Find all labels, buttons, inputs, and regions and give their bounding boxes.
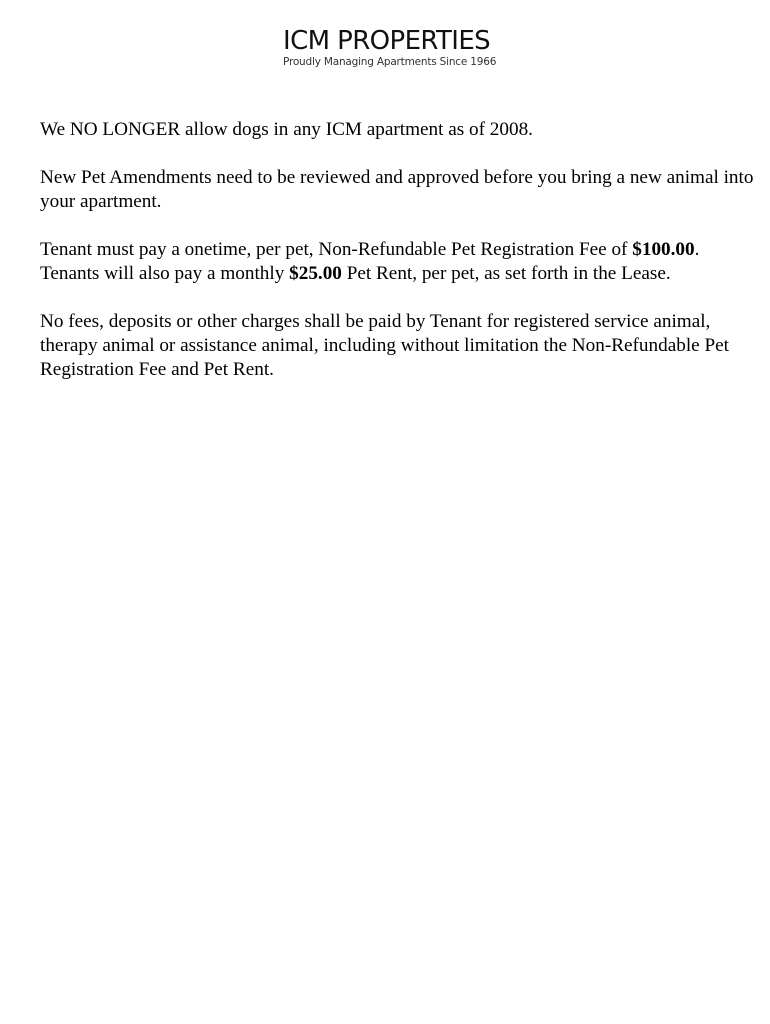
fees-paragraph bbox=[40, 238, 755, 286]
company-name: ICM PROPERTIES bbox=[283, 26, 491, 56]
registration-fee-amount: $100.00 bbox=[632, 239, 695, 260]
pet-rent-amount: $25.00 bbox=[289, 263, 342, 284]
company-tagline: Proudly Managing Apartments Since 1966 bbox=[283, 56, 497, 68]
pet-rent-end: Pet Rent, per pet, as set forth in the Lease. bbox=[341, 263, 671, 284]
registration-fee-text: Tenant must pay a onetime, per pet, Non-Refundable Pet Registration Fee of bbox=[40, 239, 633, 260]
registration-fee-end: . bbox=[694, 239, 700, 260]
amendments-paragraph: New Pet Amendments need to be reviewed and approved before you bring a new animal into your apartment. bbox=[40, 167, 754, 212]
notice-body bbox=[40, 118, 755, 406]
dogs-policy-paragraph: We NO LONGER allow dogs in any ICM apartment as of 2008. bbox=[40, 119, 533, 140]
service-animals-paragraph: No fees, deposits or other charges shall be paid by Tenant for registered service animal, therapy animal or assistance animal, including without limitation the Non-Refundable Pet Registration Fee and Pet Rent. bbox=[40, 311, 729, 380]
letterhead bbox=[283, 26, 503, 68]
pet-rent-text: Tenants will also pay a monthly bbox=[40, 263, 290, 284]
